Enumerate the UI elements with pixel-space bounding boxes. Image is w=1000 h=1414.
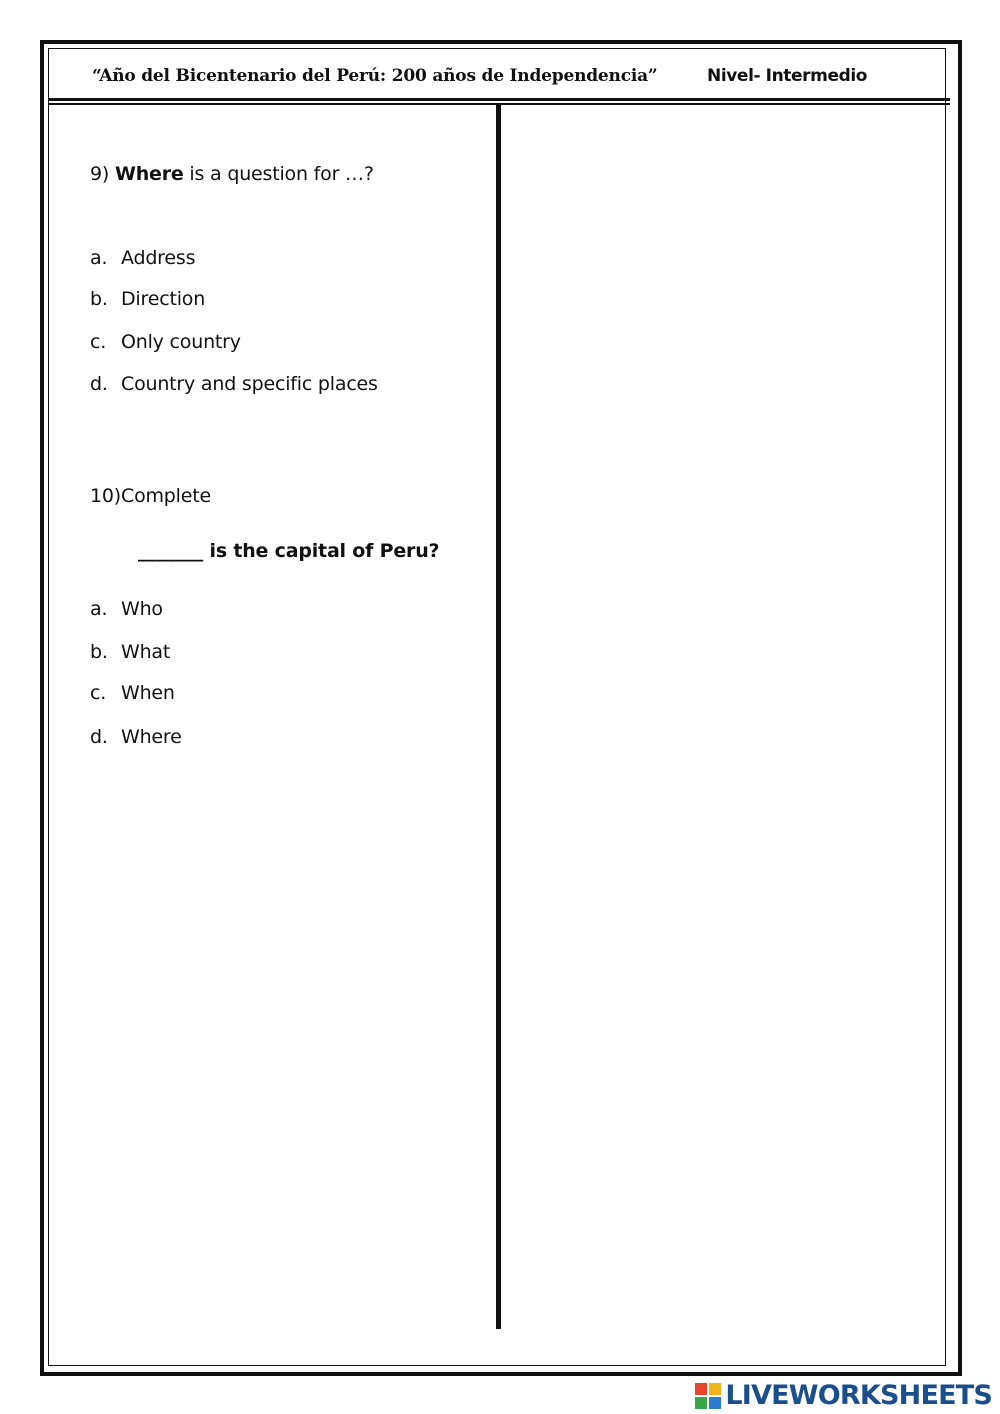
column-divider — [496, 103, 501, 1329]
q9-option-b[interactable] — [90, 288, 205, 310]
liveworksheets-brand[interactable] — [695, 1380, 992, 1411]
option-text: Direction — [121, 288, 206, 310]
option-text: When — [121, 682, 175, 704]
header-title: “Año del Bicentenario del Perú: 200 años de Independencia” — [92, 66, 658, 86]
question-9-text: is a question for …? — [183, 163, 374, 185]
logo-square — [709, 1383, 721, 1395]
option-text: Who — [121, 598, 163, 620]
option-letter: b. — [90, 641, 108, 663]
q9-option-c[interactable] — [90, 331, 241, 353]
option-letter: b. — [90, 288, 108, 310]
liveworksheets-wordmark: LIVEWORKSHEETS — [725, 1380, 992, 1411]
option-text: Only country — [121, 331, 241, 353]
question-10-sentence: _______ is the capital of Peru? — [138, 540, 440, 562]
option-text: What — [121, 641, 171, 663]
question-9-number: 9) — [90, 163, 110, 185]
question-9-keyword: Where — [114, 163, 184, 185]
option-letter: a. — [90, 598, 108, 620]
option-letter: c. — [90, 331, 107, 353]
option-text: Country and specific places — [121, 373, 378, 395]
header-divider — [48, 98, 950, 101]
logo-square — [709, 1397, 721, 1409]
question-10 — [90, 485, 211, 507]
question-10-number: 10) — [90, 485, 121, 507]
q10-option-d[interactable] — [90, 726, 182, 748]
liveworksheets-logo-icon — [695, 1383, 721, 1409]
header-level: Nivel- Intermedio — [707, 66, 868, 86]
q10-option-b[interactable] — [90, 641, 170, 663]
logo-square — [695, 1383, 707, 1395]
option-text: Where — [121, 726, 182, 748]
q9-option-d[interactable] — [90, 373, 378, 395]
option-letter: c. — [90, 682, 107, 704]
option-text: Address — [121, 247, 196, 269]
logo-square — [695, 1397, 707, 1409]
q10-option-c[interactable] — [90, 682, 175, 704]
q10-option-a[interactable] — [90, 598, 163, 620]
option-letter: d. — [90, 373, 108, 395]
q9-option-a[interactable] — [90, 247, 195, 269]
option-letter: a. — [90, 247, 108, 269]
option-letter: d. — [90, 726, 108, 748]
question-9 — [90, 163, 374, 185]
question-10-instruction: Complete — [121, 485, 211, 507]
